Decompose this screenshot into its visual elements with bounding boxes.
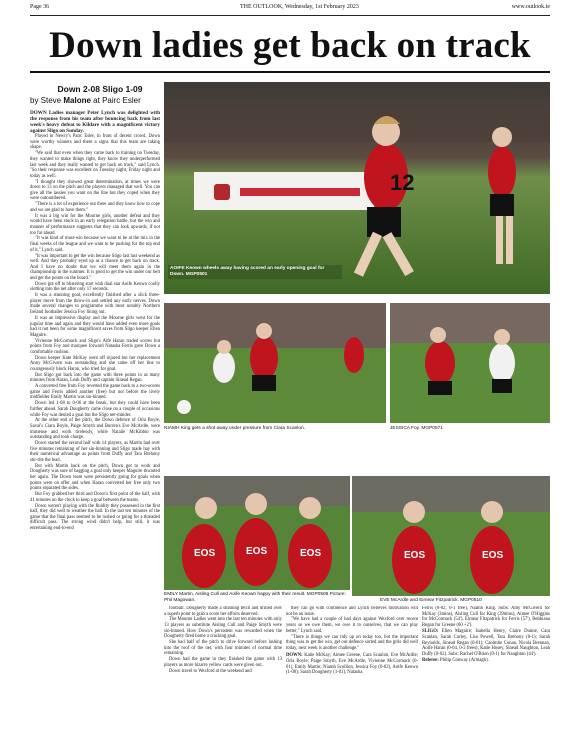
site-url: www.outlook.ie (511, 4, 550, 10)
jersey-sponsor-text: EOS (404, 550, 426, 561)
article-paragraph: "We have had a couple of bad days against Wexford over recent years so we owe them, we owe it to ourselves, that we can play better," Lynch said. (286, 617, 418, 634)
photo-keown-goal (164, 82, 550, 294)
photo-celebration-image (164, 476, 350, 590)
caption-photo5: EVE McArdle and Eimear Fitzpatrick. MGP0510 (380, 598, 482, 603)
article-paragraph: She had half of the pitch to drive forward before lashing into the roof of the net, with four minutes of normal time remaining. (164, 640, 282, 657)
article-paragraph: Down got off to blistering start with dual star Aoife Keown coolly slotting into the net after only 17 seconds. (30, 281, 160, 293)
byline (30, 96, 170, 105)
team-down-text: Katie McKay; Aimee Greene, Cara Scanlon, Eve McArdle; Orla Boyle; Paige Smyth, Eve McArdle, Vivienne McCormack (0-01), Emily Martin; Niamh Scullion, Jessica Foy (0-02), Aoife Keown (1-00); Sarah Dougherty (1-01), Natasha (286, 653, 418, 676)
jersey-sponsor-text: EOS (246, 546, 268, 557)
photo-king-shot (164, 303, 386, 423)
article-paragraph: But with Martin back on the pitch, Down got to work and Dougherty was sure of bagging a goal only keeper Maguire thwarted her again. The Down team were persistently going for goals when points were on offer and when Haran converted her free only two points separated the sides. (30, 463, 160, 492)
article-paragraph: But Sligo got back into the game with three points in as many minutes from Haran, Leah Duffy and captain Sinead Regan. (30, 372, 160, 384)
caption-photo2: NIAMH King gets a shot away under pressure from Ciara Scanlon. (164, 426, 306, 431)
team-down-subs: Ferris (0-02, 0-1 free), Niamh King. Subs: Amy McGivern for McKay (3mins), Aisling Cull for King (39mins), Aimee O'Higgins for McCormack (54'), Eimear Fitzpatrick for Ferris (57'), Bebhiana Regan for Greene (60 +2'). (422, 606, 550, 628)
article-paragraph: "We said that even when they came back to training on Tuesday, they wanted to make things right, they know they underperformed last week and they really wanted to get back on track," said Lynch. "So their response was excellent on Tuesday night, Friday night and today as well. (30, 151, 160, 179)
referee-label: Referee: (422, 658, 439, 664)
photo-mcardle-image (352, 476, 550, 596)
jersey-sponsor-text: EOS (300, 548, 322, 559)
headline: Down ladies get back on track (49, 25, 531, 66)
article-paragraph: A converted free from Foy reverted the game back to a two-scores game and Ferris added another (free) but not before the lively midfielder Emily Martin was sin-binned. (30, 384, 160, 401)
article-paragraph: "There is things we can tidy up on today too, but the important thing was to get the win, get our defence sorted and the girls did well today, next week is another challenge." (286, 634, 418, 651)
article-column-4 (422, 606, 550, 728)
article-paragraph: "It was important to get the win because Sligo last last weekend as well. And they probably eyed up as a chance to get back on track. And I have no doubt that we will meet them again in the championship in the summer. It is good to get the win under our belt and get the points on the board." (30, 253, 160, 281)
headline-rule (30, 71, 550, 73)
referee-text: Philip Conway (Armagh). (440, 658, 489, 664)
article-paragraph: It was a big win for the Mourne girls, another defeat and they would have been stuck in an early relegation battle, but the win and manner of performance suggests that they can look upwards, if not too far ahead. (30, 213, 160, 236)
article-paragraph: Down keeper Kate McKay went off injured but her replacement Anny McGivern was outstanding and she came off her line to courageously block Haran, who tried for goal. (30, 355, 160, 372)
article-paragraph: At the other end of the pitch, the Down defence of Orla Boyle, Savaí's Ciara Boyle, Paige Smyth and Burren's Eve McArdle, were immense and work tirelessly, while Natalie McKibbin was outstanding and took charge. (30, 418, 160, 441)
team-sligo-text: Ellen Maguire; Isabella Henry, Claire Dunne, Cara Scanlan, Sarah Curley, Lisa Powell, Tara Brehony (0-1); Sarah Reynolds, Sinead Regan (0-01); Caoimhe Conan, Nicola Brennan, Aoife Haran (0-04, 0-2 frees); Katie Hosey, Sinead Naughton, Leah Duffy (0-02). Subs: Rachel O'Brien (0-1) for Naughton (44'). (422, 629, 550, 657)
caption-photo4: EMILY Martin, Aisling Cull and Aoife Keown happy with their result. MGP0506 Picture: Phil Magowan. (164, 592, 346, 603)
article-paragraph: "I thought they showed great determination, at times we were down to 13 on the pitch and the players managed that well. You can give all the lassies you want on the line but they coped when they were outnumbered. (30, 179, 160, 202)
article-paragraph: Down started the second half with 14 players, as Martin had over five minutes remaining of her sin-binning and Sligo made hay with their numerical advantage as points from Duffy and Tara Brehony stir-rite the lead. (30, 441, 160, 463)
article-paragraph: Vivienne McCormack and Sligo's Aife Haran traded scores but points from Foy and marquee forward Natasha Ferris gave Down a comfortable cushion. (30, 338, 160, 355)
team-sligo (422, 629, 550, 657)
article-paragraph: Down weren't playing with the fluidity they possessed in the first half, they did well to weather the ball. In the last ten minutes of the game that the final pass seemed to be rushed or going for a threaded difficult pass. The strong wind didn't help, but still, it was entertaining end-to-end (30, 503, 160, 531)
article-paragraph: football. Dougherty made a stunning fetch and drilled over a superb point to grab a score her efforts deserved. (164, 606, 282, 617)
page-header (30, 4, 550, 14)
article-paragraph: The Mourne Ladies went into the last ten minutes with only 13 players as substitute Aisling Cull and Paige Smyth were sin-binned. How Down's persistent was rewarded when the Dougherty fired home a cracking goal. (164, 617, 282, 640)
article-column-2 (164, 606, 282, 726)
article-paragraph: But Foy grabbed her third and Down's first point of the half, with 41 minutes on the clock to keep a goal between the teams. (30, 492, 160, 503)
article-paragraph: they can go with confidence and Lynch believes motivation will not be an issue. (286, 606, 418, 617)
article-paragraph: Down had the game in they finished the game with 13 players as more bizarre yellow cards were given out. (164, 657, 282, 668)
byline-suffix: at Pairc Esler (93, 96, 141, 105)
jersey-number: 12 (390, 170, 415, 195)
team-down (286, 653, 418, 675)
masthead-date: THE OUTLOOK, Wednesday, 1st February 2023 (240, 4, 359, 10)
article-paragraph: It was an impressive display and the Mourne girls went for the jugular time and again and they would have added even more goals had it not been for some magnificent saves from Sligo keeper Ellen Maguire. (30, 315, 160, 338)
scoreline: Down 2-08 Sligo 1-09 (57, 84, 143, 94)
article-paragraph: Played in Newry's Pairc Esler, in front of decent crowd, Down were worthy winners and there a signs that this team are taking shape. (30, 134, 160, 151)
page-number: Page 36 (30, 4, 50, 10)
photo-mcardle-fitzpatrick (352, 476, 550, 596)
caption-photo1: AOIFE Keown wheels away having scored an early opening goal for Down. MGP0501 (168, 265, 342, 279)
photo-foy-image (390, 303, 550, 423)
article-paragraph: It was a stunning goal, excellently finished after a slick three-player move from the throw-in and settled any early nerves. Down made several changes to programme with most notably Northern Ireland footballer Jessica Foy lining out. (30, 293, 160, 316)
jersey-sponsor-text: EOS (194, 548, 216, 559)
article-paragraph: "There is a lot of experience out there and they know how to cope and we are glad to have them." (30, 202, 160, 213)
photo-celebration (164, 476, 350, 590)
article-paragraph: DOWN Ladies manager Peter Lynch was delighted with the response from his team after bouncing back from last week's heavy defeat to Kildare with a magnificent victory against Sligo on Sunday. (30, 110, 160, 134)
photo-foy (390, 303, 550, 423)
byline-prefix: by Steve (30, 96, 62, 105)
photo-keown-image (164, 82, 550, 294)
article-paragraph: "It was kind of must-win because we want to be at the mix in the final weeks of the league and we want to be pushing for the top end of it," Lynch said. (30, 236, 160, 253)
byline-name: Malone (63, 96, 91, 105)
jersey-sponsor-text: EOS (482, 550, 504, 561)
article-paragraph: Down led 1-08 to 0-06 at the break, but they could have been further ahead. Sarah Dougherty came close on a couple of occasions while Foy was denied a goal but the Sligo net-minder. (30, 401, 160, 418)
team-down-label: DOWN: (286, 653, 303, 659)
article-column-1 (30, 110, 160, 720)
header-rule (30, 15, 550, 16)
referee (422, 658, 550, 664)
caption-photo3: JESSICA Foy. MGP0571 (390, 426, 443, 431)
photo-king-image (164, 303, 386, 423)
article-column-3 (286, 606, 418, 726)
article-paragraph: Down travel to Wexford at the weekend and (169, 668, 252, 674)
team-sligo-label: SLIGO: (422, 629, 439, 635)
